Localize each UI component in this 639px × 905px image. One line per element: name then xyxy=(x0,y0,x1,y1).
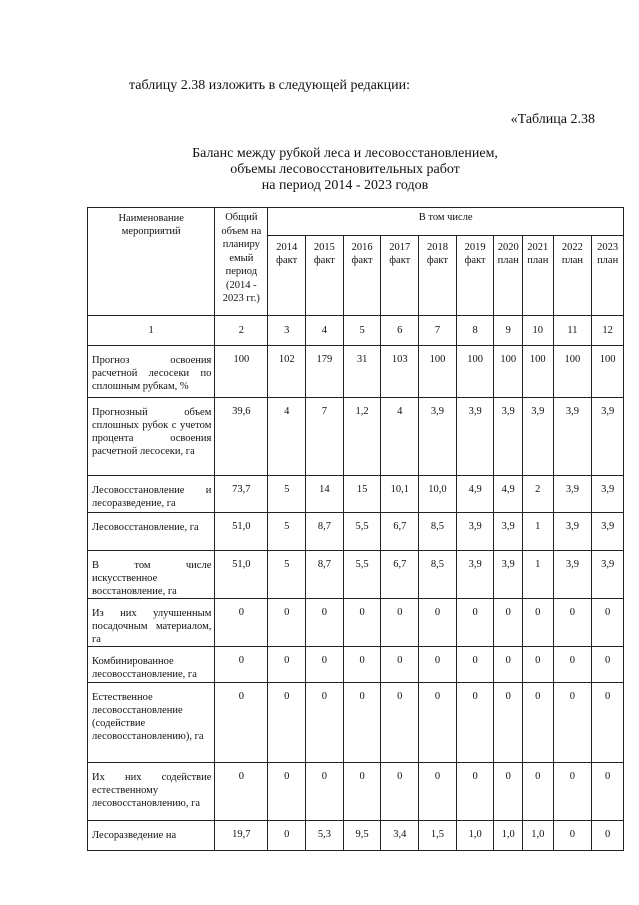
row-value: 7 xyxy=(306,398,344,476)
row-value: 4 xyxy=(381,398,419,476)
row-value: 51,0 xyxy=(215,513,268,551)
column-number: 2 xyxy=(215,316,268,346)
row-value: 0 xyxy=(456,683,494,763)
row-value: 3,9 xyxy=(553,398,592,476)
row-value: 0 xyxy=(306,683,344,763)
row-value: 102 xyxy=(268,346,306,398)
table-row xyxy=(88,647,624,683)
row-value: 0 xyxy=(381,599,419,647)
row-name: Лесовосстановление, га xyxy=(88,513,215,551)
row-value: 0 xyxy=(381,647,419,683)
row-value: 100 xyxy=(419,346,457,398)
row-name: Прогноз освоения расчетной лесосеки по сплошным рубкам, % xyxy=(88,346,215,398)
row-value: 2 xyxy=(523,476,554,513)
row-value: 4,9 xyxy=(494,476,523,513)
row-value: 8,5 xyxy=(419,513,457,551)
year-kind: факт xyxy=(426,255,448,266)
row-value: 3,9 xyxy=(592,476,624,513)
row-value: 0 xyxy=(523,683,554,763)
row-value: 100 xyxy=(215,346,268,398)
row-value: 0 xyxy=(456,599,494,647)
row-value: 15 xyxy=(343,476,381,513)
row-value: 0 xyxy=(306,599,344,647)
year-label: 2021 xyxy=(527,242,549,253)
year-label: 2014 xyxy=(276,242,298,253)
row-name: Их них содействие естественному лесовосстановлению, га xyxy=(88,763,215,821)
year-kind: факт xyxy=(276,255,298,266)
row-value: 3,9 xyxy=(523,398,554,476)
row-value: 3,4 xyxy=(381,821,419,851)
table-label: «Таблица 2.38 xyxy=(510,112,595,127)
row-value: 1,5 xyxy=(419,821,457,851)
row-value: 1,0 xyxy=(523,821,554,851)
row-value: 3,9 xyxy=(419,398,457,476)
row-value: 5 xyxy=(268,513,306,551)
row-value: 100 xyxy=(523,346,554,398)
column-number: 9 xyxy=(494,316,523,346)
row-name: Прогнозный объем сплошных рубок с учетом процента освоения расчетной лесосеки, га xyxy=(88,398,215,476)
row-value: 0 xyxy=(523,763,554,821)
row-value: 0 xyxy=(553,763,592,821)
column-number: 12 xyxy=(592,316,624,346)
year-kind: факт xyxy=(351,255,373,266)
column-number: 3 xyxy=(268,316,306,346)
row-name: Лесоразведение на xyxy=(88,821,215,851)
column-number: 4 xyxy=(306,316,344,346)
row-value: 0 xyxy=(419,647,457,683)
row-value: 3,9 xyxy=(494,398,523,476)
row-value: 3,9 xyxy=(553,513,592,551)
header-year xyxy=(494,236,523,316)
row-value: 0 xyxy=(553,821,592,851)
row-value: 0 xyxy=(268,683,306,763)
year-kind: план xyxy=(597,255,619,266)
row-value: 5,5 xyxy=(343,513,381,551)
header-name: Наименование мероприятий xyxy=(88,208,215,316)
header-group: В том числе xyxy=(268,208,624,236)
row-name: Естественное лесовосстановление (содействие лесовосстановлению), га xyxy=(88,683,215,763)
table-caption xyxy=(150,146,540,194)
row-value: 103 xyxy=(381,346,419,398)
header-year xyxy=(343,236,381,316)
row-value: 0 xyxy=(381,683,419,763)
row-value: 6,7 xyxy=(381,551,419,599)
row-value: 51,0 xyxy=(215,551,268,599)
table-row xyxy=(88,599,624,647)
row-value: 100 xyxy=(456,346,494,398)
row-value: 19,7 xyxy=(215,821,268,851)
column-number: 7 xyxy=(419,316,457,346)
header-year xyxy=(381,236,419,316)
year-label: 2015 xyxy=(313,242,335,253)
row-value: 0 xyxy=(592,599,624,647)
row-value: 3,9 xyxy=(494,551,523,599)
row-value: 0 xyxy=(553,683,592,763)
row-value: 0 xyxy=(268,647,306,683)
row-value: 0 xyxy=(523,647,554,683)
year-label: 2020 xyxy=(497,242,519,253)
row-value: 31 xyxy=(343,346,381,398)
year-kind: план xyxy=(561,255,583,266)
row-value: 0 xyxy=(306,647,344,683)
caption-line: Баланс между рубкой леса и лесовосстановлением, xyxy=(192,146,498,161)
column-number: 11 xyxy=(553,316,592,346)
row-value: 0 xyxy=(343,683,381,763)
row-value: 1,2 xyxy=(343,398,381,476)
row-value: 5 xyxy=(268,551,306,599)
row-value: 0 xyxy=(419,763,457,821)
intro-text: таблицу 2.38 изложить в следующей редакции: xyxy=(129,78,411,93)
year-label: 2017 xyxy=(389,242,411,253)
row-name: В том числе искусственное восстановление, га xyxy=(88,551,215,599)
row-value: 100 xyxy=(592,346,624,398)
row-value: 8,5 xyxy=(419,551,457,599)
column-number: 1 xyxy=(88,316,215,346)
header-year xyxy=(553,236,592,316)
caption-line: на период 2014 - 2023 годов xyxy=(261,178,429,193)
year-kind: план xyxy=(497,255,519,266)
row-value: 0 xyxy=(268,599,306,647)
row-value: 0 xyxy=(456,647,494,683)
row-value: 100 xyxy=(494,346,523,398)
row-value: 8,7 xyxy=(306,513,344,551)
row-value: 3,9 xyxy=(456,513,494,551)
row-value: 0 xyxy=(419,599,457,647)
year-label: 2022 xyxy=(561,242,583,253)
row-value: 1 xyxy=(523,551,554,599)
row-value: 0 xyxy=(592,821,624,851)
row-value: 10,0 xyxy=(419,476,457,513)
row-value: 73,7 xyxy=(215,476,268,513)
row-value: 14 xyxy=(306,476,344,513)
row-value: 3,9 xyxy=(592,551,624,599)
row-name: Из них улучшенным посадочным материалом, га xyxy=(88,599,215,647)
table-row xyxy=(88,683,624,763)
row-value: 0 xyxy=(494,683,523,763)
year-kind: факт xyxy=(464,255,486,266)
row-value: 179 xyxy=(306,346,344,398)
row-value: 0 xyxy=(381,763,419,821)
year-label: 2016 xyxy=(351,242,373,253)
row-value: 0 xyxy=(268,821,306,851)
header-year xyxy=(456,236,494,316)
row-value: 9,5 xyxy=(343,821,381,851)
row-value: 0 xyxy=(553,599,592,647)
year-label: 2023 xyxy=(597,242,619,253)
row-name: Комбинированное лесовосстановление, га xyxy=(88,647,215,683)
row-value: 1,0 xyxy=(494,821,523,851)
row-value: 0 xyxy=(494,599,523,647)
header-year xyxy=(306,236,344,316)
header-year xyxy=(523,236,554,316)
row-value: 0 xyxy=(215,763,268,821)
row-value: 0 xyxy=(523,599,554,647)
row-value: 0 xyxy=(215,599,268,647)
table-row xyxy=(88,821,624,851)
year-kind: факт xyxy=(389,255,411,266)
row-value: 5 xyxy=(268,476,306,513)
row-value: 0 xyxy=(215,647,268,683)
row-value: 0 xyxy=(215,683,268,763)
row-value: 0 xyxy=(343,647,381,683)
row-value: 0 xyxy=(343,599,381,647)
row-value: 3,9 xyxy=(553,476,592,513)
header-year xyxy=(592,236,624,316)
header-total: Общий объем на планиру емый период (2014 - 2023 гг.) xyxy=(215,208,268,316)
header-year xyxy=(268,236,306,316)
row-value: 3,9 xyxy=(553,551,592,599)
table-row xyxy=(88,763,624,821)
row-value: 0 xyxy=(456,763,494,821)
row-value: 6,7 xyxy=(381,513,419,551)
row-value: 0 xyxy=(494,647,523,683)
row-value: 4,9 xyxy=(456,476,494,513)
column-number: 8 xyxy=(456,316,494,346)
row-value: 0 xyxy=(592,683,624,763)
row-value: 1 xyxy=(523,513,554,551)
row-value: 8,7 xyxy=(306,551,344,599)
row-value: 4 xyxy=(268,398,306,476)
table-row xyxy=(88,398,624,476)
caption-line: объемы лесовосстановительных работ xyxy=(230,162,460,177)
row-value: 3,9 xyxy=(592,513,624,551)
row-value: 100 xyxy=(553,346,592,398)
column-number: 6 xyxy=(381,316,419,346)
year-kind: факт xyxy=(313,255,335,266)
row-value: 0 xyxy=(419,683,457,763)
row-value: 10,1 xyxy=(381,476,419,513)
table-row xyxy=(88,551,624,599)
row-value: 0 xyxy=(306,763,344,821)
row-value: 5,3 xyxy=(306,821,344,851)
column-number: 10 xyxy=(523,316,554,346)
row-value: 0 xyxy=(592,763,624,821)
column-number: 5 xyxy=(343,316,381,346)
table-row xyxy=(88,346,624,398)
year-label: 2019 xyxy=(464,242,486,253)
row-value: 0 xyxy=(553,647,592,683)
row-value: 0 xyxy=(268,763,306,821)
row-value: 0 xyxy=(343,763,381,821)
row-value: 3,9 xyxy=(456,398,494,476)
row-value: 0 xyxy=(592,647,624,683)
year-label: 2018 xyxy=(426,242,448,253)
row-value: 0 xyxy=(494,763,523,821)
row-value: 1,0 xyxy=(456,821,494,851)
header-year xyxy=(419,236,457,316)
row-value: 5,5 xyxy=(343,551,381,599)
table-row xyxy=(88,513,624,551)
row-value: 3,9 xyxy=(494,513,523,551)
table-row xyxy=(88,476,624,513)
row-value: 39,6 xyxy=(215,398,268,476)
row-name: Лесовосстановление и лесоразведение, га xyxy=(88,476,215,513)
year-kind: план xyxy=(527,255,549,266)
row-value: 3,9 xyxy=(592,398,624,476)
row-value: 3,9 xyxy=(456,551,494,599)
balance-table xyxy=(87,207,624,851)
